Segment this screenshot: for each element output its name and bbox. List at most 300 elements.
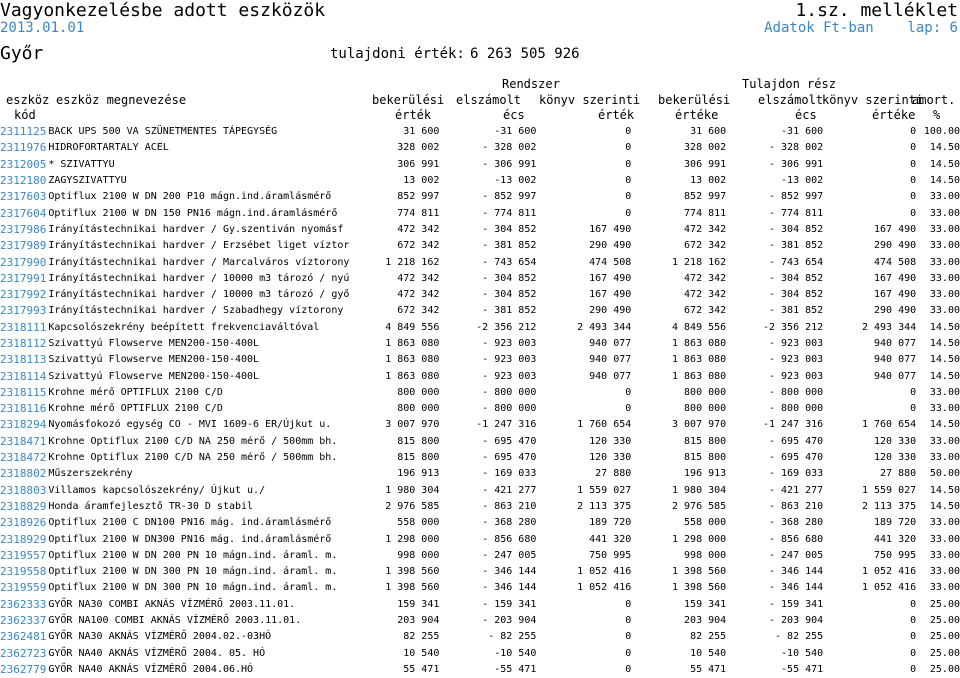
asset-code: 2362723 xyxy=(0,646,47,660)
owner-depreciation: - 800 000 xyxy=(769,386,824,398)
accumulated-depreciation: - 743 654 xyxy=(482,256,537,268)
header-konyv: könyv szerinti xyxy=(539,93,641,107)
accumulated-depreciation: - 856 680 xyxy=(482,533,537,545)
depreciation-rate: 33.00 xyxy=(929,582,960,594)
book-value: 0 xyxy=(625,386,632,398)
depreciation-rate: 14.50 xyxy=(929,338,960,349)
asset-code: 2317993 xyxy=(0,304,47,318)
owner-acquisition-value: 196 913 xyxy=(684,468,727,480)
asset-name: HIDROFORTARTALY ACEL xyxy=(48,142,169,154)
table-row xyxy=(0,385,960,401)
asset-code: 2318111 xyxy=(0,320,47,334)
header-amort-2: % xyxy=(933,108,941,122)
owner-book-value: 167 490 xyxy=(873,289,917,301)
owner-depreciation: - 421 277 xyxy=(769,484,824,496)
acquisition-value: 2 976 585 xyxy=(385,500,440,512)
asset-name: Optiflux 2100 W DN 300 PN 10 mágn.ind. áraml. m. xyxy=(48,582,338,594)
owner-acquisition-value: 815 800 xyxy=(684,452,727,464)
owner-depreciation: - 695 470 xyxy=(769,435,824,447)
owner-acquisition-value: 1 298 000 xyxy=(672,533,727,545)
owner-book-value: 2 113 375 xyxy=(861,500,917,512)
book-value: 290 490 xyxy=(589,240,632,252)
acquisition-value: 472 342 xyxy=(397,272,440,284)
owner-acquisition-value: 328 002 xyxy=(684,142,727,154)
owner-book-value: 290 490 xyxy=(873,240,917,252)
units-and-page: Adatok Ft-ban lap: 6 xyxy=(764,20,958,36)
accumulated-depreciation: - 306 991 xyxy=(482,158,537,170)
asset-name: Optiflux 2100 W DN 300 PN 10 mágn.ind. áraml. m. xyxy=(48,566,338,578)
depreciation-rate: 33.00 xyxy=(929,272,960,284)
owner-depreciation: -31 600 xyxy=(781,126,824,138)
depreciation-rate: 25.00 xyxy=(929,647,960,659)
acquisition-value: 1 298 000 xyxy=(385,533,440,545)
acquisition-value: 800 000 xyxy=(397,403,440,415)
owner-depreciation: - 304 852 xyxy=(769,223,824,235)
owner-depreciation: - 82 255 xyxy=(775,631,824,643)
acquisition-value: 852 997 xyxy=(397,191,440,203)
table-row xyxy=(0,597,960,613)
depreciation-rate: 14.50 xyxy=(929,419,960,431)
table-row xyxy=(0,515,960,531)
book-value: 0 xyxy=(625,647,632,659)
depreciation-rate: 33.00 xyxy=(929,289,960,301)
asset-code: 2317992 xyxy=(0,288,47,302)
book-value: 0 xyxy=(625,191,632,203)
book-value: 0 xyxy=(625,126,632,138)
asset-name: Optiflux 2100 W DN 200 P10 mágn.ind.áramlásmérő xyxy=(48,191,332,203)
owner-book-value: 0 xyxy=(910,647,917,659)
owner-depreciation: - 328 002 xyxy=(769,142,824,154)
accumulated-depreciation: - 368 280 xyxy=(482,517,537,529)
owner-depreciation: - 695 470 xyxy=(769,452,824,464)
acquisition-value: 800 000 xyxy=(397,386,440,398)
accumulated-depreciation: - 247 005 xyxy=(482,549,537,561)
owner-acquisition-value: 2 976 585 xyxy=(672,500,727,512)
asset-name: Krohne Optiflux 2100 C/D NA 250 mérő / 500mm bh. xyxy=(48,452,338,464)
depreciation-rate: 33.00 xyxy=(929,256,960,268)
owner-depreciation: - 169 033 xyxy=(769,468,824,480)
acquisition-value: 815 800 xyxy=(397,452,440,464)
acquisition-value: 1 980 304 xyxy=(385,484,440,496)
table-row xyxy=(0,401,960,417)
asset-code: 2318294 xyxy=(0,418,47,432)
owner-depreciation: - 852 997 xyxy=(769,191,824,203)
asset-code: 2319557 xyxy=(0,548,47,562)
owner-depreciation: - 203 904 xyxy=(769,615,824,627)
owner-acquisition-value: 774 811 xyxy=(684,207,727,219)
book-value: 167 490 xyxy=(589,223,632,235)
book-value: 0 xyxy=(625,663,632,675)
book-value: 0 xyxy=(625,207,632,219)
depreciation-rate: 33.00 xyxy=(929,452,960,464)
acquisition-value: 558 000 xyxy=(397,517,440,529)
asset-code: 2319558 xyxy=(0,565,47,579)
acquisition-value: 306 991 xyxy=(397,158,440,170)
table-row xyxy=(0,336,960,352)
book-value: 1 559 027 xyxy=(577,484,632,496)
table-row xyxy=(0,434,960,450)
acquisition-value: 1 398 560 xyxy=(385,582,440,594)
depreciation-rate: 14.50 xyxy=(929,142,960,154)
acquisition-value: 203 904 xyxy=(397,615,440,627)
asset-name: Krohne Optiflux 2100 C/D NA 250 mérő / 500mm bh. xyxy=(48,435,338,447)
depreciation-rate: 14.50 xyxy=(929,500,960,512)
asset-code: 2317986 xyxy=(0,222,47,236)
book-value: 441 320 xyxy=(589,533,632,545)
owner-acquisition-value: 852 997 xyxy=(684,191,727,203)
owner-book-value: 0 xyxy=(910,631,917,643)
owner-acquisition-value: 472 342 xyxy=(684,223,727,235)
book-value: 940 077 xyxy=(589,338,632,349)
table-row xyxy=(0,417,960,433)
depreciation-rate: 25.00 xyxy=(929,598,960,610)
book-value: 0 xyxy=(625,158,632,170)
owner-acquisition-value: 10 540 xyxy=(690,647,727,659)
accumulated-depreciation: - 169 033 xyxy=(482,468,537,480)
accumulated-depreciation: - 304 852 xyxy=(482,272,537,284)
asset-name: GYŐR NA30 COMBI AKNÁS VÍZMÉRŐ 2003.11.01. xyxy=(48,598,296,610)
asset-code: 2319559 xyxy=(0,581,47,595)
owner-acquisition-value: 800 000 xyxy=(684,403,727,415)
asset-name: Nyomásfokozó egység CO - MVI 1609-6 ER/Újkut u. xyxy=(48,419,332,431)
table-row xyxy=(0,271,960,287)
book-value: 0 xyxy=(625,175,632,187)
table-row xyxy=(0,450,960,466)
depreciation-rate: 14.50 xyxy=(929,370,960,382)
depreciation-rate: 50.00 xyxy=(929,468,960,480)
acquisition-value: 13 002 xyxy=(403,175,440,187)
book-value: 0 xyxy=(625,598,632,610)
accumulated-depreciation: - 774 811 xyxy=(482,207,537,219)
book-value: 167 490 xyxy=(589,289,632,301)
assets-table-body xyxy=(0,124,960,678)
acquisition-value: 815 800 xyxy=(397,435,440,447)
header-code: eszköz xyxy=(6,93,50,107)
table-row xyxy=(0,303,960,319)
asset-code: 2312005 xyxy=(0,157,47,171)
table-row xyxy=(0,238,960,254)
asset-code: 2362481 xyxy=(0,630,47,644)
table-row xyxy=(0,352,960,368)
owner-depreciation: - 346 144 xyxy=(769,566,824,578)
asset-name: Optiflux 2100 W DN 150 PN16 mágn.ind.áramlásmérő xyxy=(48,207,338,219)
owner-depreciation: - 381 852 xyxy=(769,240,824,252)
depreciation-rate: 33.00 xyxy=(929,223,960,235)
owner-depreciation: -1 247 316 xyxy=(762,419,824,431)
accumulated-depreciation: - 421 277 xyxy=(482,484,537,496)
asset-code: 2317604 xyxy=(0,206,47,220)
accumulated-depreciation: - 695 470 xyxy=(482,452,537,464)
table-row xyxy=(0,173,960,189)
asset-code: 2311125 xyxy=(0,125,47,139)
book-value: 0 xyxy=(625,615,632,627)
accumulated-depreciation: - 923 003 xyxy=(482,370,537,382)
asset-name: Irányítástechnikai hardver / 10000 m3 tározó / győ xyxy=(48,289,350,301)
owner-book-value: 1 559 027 xyxy=(861,484,917,496)
asset-name: Optiflux 2100 W DN300 PN16 mág. ind.áramlásmérő xyxy=(48,533,332,545)
accumulated-depreciation: -1 247 316 xyxy=(476,419,537,431)
asset-name: Krohne mérő OPTIFLUX 2100 C/D xyxy=(48,386,223,398)
header-group-rendszer: Rendszer xyxy=(502,77,560,91)
asset-code: 2318112 xyxy=(0,337,47,350)
asset-name: GYŐR NA40 AKNÁS VÍZMÉRŐ 2004. 05. HÓ xyxy=(48,647,266,659)
book-value: 0 xyxy=(625,631,632,643)
asset-name: Műszerszekrény xyxy=(48,468,133,480)
header-name: eszköz megnevezése xyxy=(56,93,187,107)
owner-depreciation: - 863 210 xyxy=(769,500,824,512)
owner-acquisition-value: 82 255 xyxy=(690,631,727,643)
depreciation-rate: 14.50 xyxy=(929,158,960,170)
owner-book-value: 0 xyxy=(910,207,917,219)
asset-code: 2318803 xyxy=(0,483,47,497)
owner-acquisition-value: 800 000 xyxy=(684,386,727,398)
header-group-tulajdon: Tulajdon rész xyxy=(742,77,836,91)
depreciation-rate: 14.50 xyxy=(929,354,960,366)
header-elszamolt-2: écs xyxy=(503,108,525,122)
owner-book-value: 0 xyxy=(910,191,917,203)
asset-code: 2317603 xyxy=(0,190,47,204)
header-konyv-2: érték xyxy=(598,108,635,122)
acquisition-value: 672 342 xyxy=(397,240,440,252)
owner-depreciation: - 923 003 xyxy=(769,354,824,366)
asset-code: 2317991 xyxy=(0,271,47,285)
owner-book-value: 441 320 xyxy=(873,533,917,545)
asset-name: Szivattyú Flowserve MEN200-150-400L xyxy=(48,354,260,366)
accumulated-depreciation: -31 600 xyxy=(494,126,537,138)
table-row xyxy=(0,124,960,140)
owner-depreciation: - 304 852 xyxy=(769,289,824,301)
asset-name: Irányítástechnikai hardver / Marcalváros víztorony xyxy=(48,256,350,268)
owner-depreciation: - 304 852 xyxy=(769,272,824,284)
table-row xyxy=(0,483,960,499)
owner-book-value: 0 xyxy=(910,403,917,415)
table-row xyxy=(0,157,960,173)
accumulated-depreciation: - 304 852 xyxy=(482,223,537,235)
book-value: 940 077 xyxy=(589,354,632,366)
asset-name: Irányítástechnikai hardver / Erzsébet liget víztor xyxy=(48,240,350,252)
table-row xyxy=(0,287,960,303)
owner-depreciation: - 381 852 xyxy=(769,305,824,317)
book-value: 120 330 xyxy=(589,435,632,447)
owner-acquisition-value: 1 398 560 xyxy=(672,566,727,578)
owner-acquisition-value: 815 800 xyxy=(684,435,727,447)
owner-acquisition-value: 55 471 xyxy=(690,663,727,675)
owner-acquisition-value: 1 218 162 xyxy=(672,256,727,268)
acquisition-value: 472 342 xyxy=(397,223,440,235)
acquisition-value: 4 849 556 xyxy=(385,321,440,333)
asset-name: GYŐR NA30 AKNÁS VÍZMÉRŐ 2004.02.-03HÓ xyxy=(48,631,272,643)
assets-table xyxy=(0,124,960,678)
acquisition-value: 82 255 xyxy=(403,631,440,643)
book-value: 1 052 416 xyxy=(577,582,632,594)
acquisition-value: 3 007 970 xyxy=(385,419,440,431)
owner-acquisition-value: 159 341 xyxy=(684,598,727,610)
owner-depreciation: - 774 811 xyxy=(769,207,824,219)
owner-acquisition-value: 1 863 080 xyxy=(672,338,727,349)
acquisition-value: 672 342 xyxy=(397,305,440,317)
table-row xyxy=(0,499,960,515)
header-t-konyv-2: értéke xyxy=(872,108,916,122)
owner-book-value: 120 330 xyxy=(873,452,917,464)
asset-name: GYŐR NA100 COMBI AKNÁS VÍZMÉRŐ 2003.11.01. xyxy=(48,615,302,627)
accumulated-depreciation: - 328 002 xyxy=(482,142,537,154)
asset-code: 2318929 xyxy=(0,532,47,546)
acquisition-value: 774 811 xyxy=(397,207,440,219)
owner-depreciation: - 923 003 xyxy=(769,338,824,349)
accumulated-depreciation: - 852 997 xyxy=(482,191,537,203)
book-value: 120 330 xyxy=(589,452,632,464)
owner-acquisition-value: 472 342 xyxy=(684,272,727,284)
owner-book-value: 1 052 416 xyxy=(861,566,917,578)
accumulated-depreciation: -13 002 xyxy=(494,175,537,187)
owner-acquisition-value: 998 000 xyxy=(684,549,727,561)
table-row xyxy=(0,189,960,205)
book-value: 750 995 xyxy=(589,549,632,561)
table-row xyxy=(0,320,960,336)
owner-depreciation: - 306 991 xyxy=(769,158,824,170)
table-row xyxy=(0,531,960,547)
owner-acquisition-value: 1 863 080 xyxy=(672,354,727,366)
acquisition-value: 1 218 162 xyxy=(385,256,440,268)
accumulated-depreciation: - 346 144 xyxy=(482,566,537,578)
owner-book-value: 940 077 xyxy=(873,370,917,382)
accumulated-depreciation: - 159 341 xyxy=(482,598,537,610)
owner-book-value: 1 760 654 xyxy=(861,419,917,431)
header-t-bekerulesi: bekerülési xyxy=(658,93,731,107)
report-date: 2013.01.01 xyxy=(0,20,85,36)
depreciation-rate: 33.00 xyxy=(929,517,960,529)
accumulated-depreciation: - 923 003 xyxy=(482,354,537,366)
table-row xyxy=(0,613,960,629)
depreciation-rate: 33.00 xyxy=(929,533,960,545)
accumulated-depreciation: - 346 144 xyxy=(482,582,537,594)
owner-book-value: 27 880 xyxy=(880,468,917,480)
table-row xyxy=(0,466,960,482)
owner-value: 6 263 505 926 xyxy=(470,46,580,62)
asset-name: Villamos kapcsolószekrény/ Újkut u./ xyxy=(48,484,266,496)
depreciation-rate: 33.00 xyxy=(929,566,960,578)
table-row xyxy=(0,548,960,564)
owner-acquisition-value: 1 980 304 xyxy=(672,484,727,496)
owner-book-value: 120 330 xyxy=(873,435,917,447)
owner-acquisition-value: 472 342 xyxy=(684,289,727,301)
depreciation-rate: 33.00 xyxy=(929,403,960,415)
asset-code: 2362337 xyxy=(0,614,47,628)
owner-book-value: 189 720 xyxy=(873,517,917,529)
owner-depreciation: - 346 144 xyxy=(769,582,824,594)
owner-depreciation: -2 356 212 xyxy=(762,321,824,333)
owner-book-value: 167 490 xyxy=(873,272,917,284)
acquisition-value: 159 341 xyxy=(397,598,440,610)
asset-name: ZAGYSZIVATTYU xyxy=(48,175,127,187)
asset-code: 2318802 xyxy=(0,467,47,481)
accumulated-depreciation: -2 356 212 xyxy=(476,321,537,333)
owner-depreciation: -10 540 xyxy=(781,647,824,659)
book-value: 290 490 xyxy=(589,305,632,317)
owner-book-value: 0 xyxy=(910,142,917,154)
accumulated-depreciation: - 203 904 xyxy=(482,615,537,627)
asset-name: Krohne mérő OPTIFLUX 2100 C/D xyxy=(48,403,223,415)
owner-acquisition-value: 1 863 080 xyxy=(672,370,727,382)
book-value: 940 077 xyxy=(589,370,632,382)
accumulated-depreciation: - 863 210 xyxy=(482,500,537,512)
table-row xyxy=(0,368,960,384)
owner-acquisition-value: 203 904 xyxy=(684,615,727,627)
acquisition-value: 55 471 xyxy=(403,663,440,675)
asset-name: Optiflux 2100 W DN 200 PN 10 mágn.ind. áraml. m. xyxy=(48,549,338,561)
owner-acquisition-value: 13 002 xyxy=(690,175,727,187)
owner-acquisition-value: 558 000 xyxy=(684,517,727,529)
asset-name: Irányítástechnikai hardver / Szabadhegy víztorony xyxy=(48,305,344,317)
accumulated-depreciation: - 381 852 xyxy=(482,240,537,252)
book-value: 189 720 xyxy=(589,517,632,529)
asset-name: * SZIVATTYU xyxy=(48,158,115,170)
acquisition-value: 31 600 xyxy=(403,126,440,138)
acquisition-value: 1 863 080 xyxy=(385,370,440,382)
asset-code: 2317990 xyxy=(0,255,47,269)
owner-book-value: 0 xyxy=(910,158,917,170)
accumulated-depreciation: - 800 000 xyxy=(482,386,537,398)
depreciation-rate: 33.00 xyxy=(929,207,960,219)
book-value: 1 760 654 xyxy=(577,419,632,431)
accumulated-depreciation: - 82 255 xyxy=(488,631,537,643)
acquisition-value: 1 398 560 xyxy=(385,566,440,578)
owner-book-value: 0 xyxy=(910,386,917,398)
depreciation-rate: 33.00 xyxy=(929,435,960,447)
owner-book-value: 0 xyxy=(910,615,917,627)
owner-depreciation: - 159 341 xyxy=(769,598,824,610)
owner-acquisition-value: 4 849 556 xyxy=(672,321,727,333)
depreciation-rate: 25.00 xyxy=(929,615,960,627)
asset-code: 2318472 xyxy=(0,451,47,465)
acquisition-value: 328 002 xyxy=(397,142,440,154)
depreciation-rate: 25.00 xyxy=(929,663,960,675)
book-value: 0 xyxy=(625,403,632,415)
asset-code: 2317989 xyxy=(0,239,47,253)
owner-depreciation: - 247 005 xyxy=(769,549,824,561)
asset-name: BACK UPS 500 VA SZÜNETMENTES TÁPEGYSÉG xyxy=(48,126,278,138)
owner-book-value: 0 xyxy=(910,663,917,675)
asset-code: 2318926 xyxy=(0,516,47,530)
depreciation-rate: 14.50 xyxy=(929,175,960,187)
book-value: 2 493 344 xyxy=(577,321,632,333)
accumulated-depreciation: - 800 000 xyxy=(482,403,537,415)
depreciation-rate: 33.00 xyxy=(929,240,960,252)
owner-book-value: 940 077 xyxy=(873,354,917,366)
asset-code: 2311976 xyxy=(0,141,47,155)
header-bekerulesi-2: érték xyxy=(395,108,432,122)
acquisition-value: 1 863 080 xyxy=(385,354,440,366)
acquisition-value: 196 913 xyxy=(397,468,440,480)
owner-book-value: 0 xyxy=(910,126,917,138)
table-row xyxy=(0,222,960,238)
depreciation-rate: 33.00 xyxy=(929,305,960,317)
owner-book-value: 167 490 xyxy=(873,223,917,235)
asset-code: 2318829 xyxy=(0,499,47,513)
owner-book-value: 940 077 xyxy=(873,338,917,349)
owner-depreciation: - 856 680 xyxy=(769,533,824,545)
acquisition-value: 472 342 xyxy=(397,289,440,301)
owner-book-value: 2 493 344 xyxy=(861,321,917,333)
book-value: 0 xyxy=(625,142,632,154)
header-t-konyv: könyv szerinti xyxy=(822,93,924,107)
owner-depreciation: - 368 280 xyxy=(769,517,824,529)
owner-depreciation: -55 471 xyxy=(781,663,824,675)
depreciation-rate: 14.50 xyxy=(929,484,960,496)
owner-acquisition-value: 31 600 xyxy=(690,126,727,138)
owner-book-value: 290 490 xyxy=(873,305,917,317)
book-value: 27 880 xyxy=(595,468,632,480)
